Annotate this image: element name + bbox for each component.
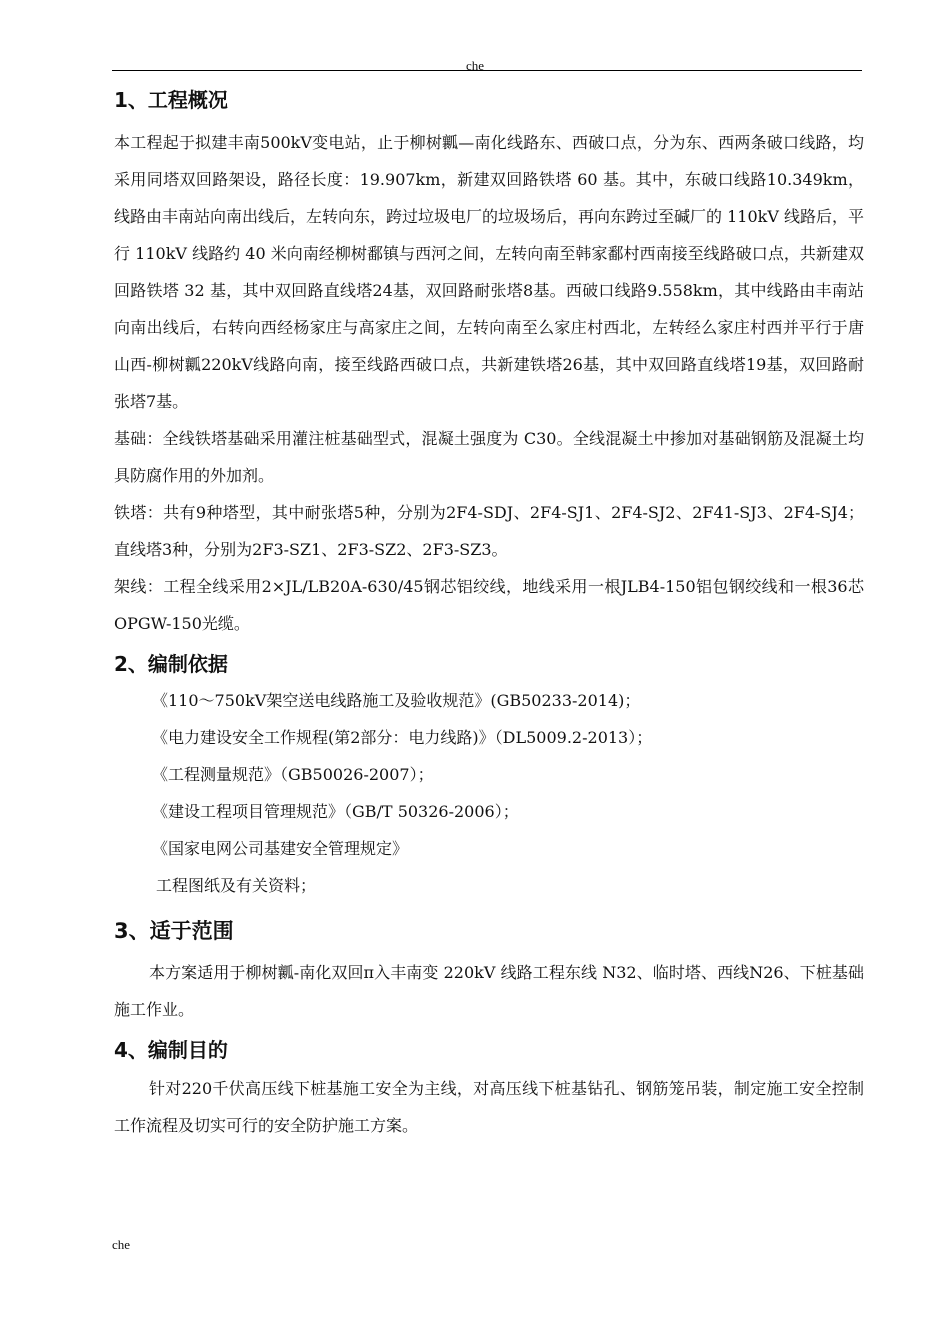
section-title-4: 4、编制目的 xyxy=(114,1038,228,1062)
reference-item: 《电力建设安全工作规程(第2部分：电力线路)》（DL5009.2-2013）； xyxy=(152,728,653,747)
section-title-2: 2、编制依据 xyxy=(114,652,228,676)
reference-item: 工程图纸及有关资料； xyxy=(156,876,317,895)
towers-paragraph: 铁塔：共有9种塔型，其中耐张塔5种，分别为2F4-SDJ、2F4-SJ1、2F4-SJ2、2F41-SJ3、2F4-SJ4；直线塔3种，分别为2F3-SZ1、2F3-SZ2、2F3-SZ3。 xyxy=(114,503,864,559)
document-body xyxy=(114,80,864,1144)
reference-list xyxy=(114,682,864,904)
page-footer: che xyxy=(112,1237,131,1252)
page-header: che xyxy=(465,58,485,73)
reference-item: 《国家电网公司基建安全管理规定》 xyxy=(152,839,409,858)
conductors-paragraph: 架线：工程全线采用2×JL/LB20A-630/45钢芯铝绞线，地线采用一根JLB4-150铝包钢绞线和一根36芯OPGW-150光缆。 xyxy=(114,577,864,633)
reference-item: 《110～750kV架空送电线路施工及验收规范》(GB50233-2014)； xyxy=(152,691,641,710)
reference-item: 《建设工程项目管理规范》（GB/T 50326-2006）； xyxy=(152,802,519,821)
reference-item: 《工程测量规范》（GB50026-2007）； xyxy=(152,765,434,784)
purpose-paragraph: 针对220千伏高压线下桩基施工安全为主线，对高压线下桩基钻孔、钢筋笼吊装，制定施工安全控制工作流程及切实可行的安全防护施工方案。 xyxy=(114,1079,864,1135)
header-rule xyxy=(112,70,862,71)
overview-paragraph: 本工程起于拟建丰南500kV变电站，止于柳树瓤—南化线路东、西破口点，分为东、西两条破口线路，均采用同塔双回路架设，路径长度：19.907km，新建双回路铁塔 60 基。其中，东破口线路10.349km，线路由丰南站向南出线后，左转向东，跨过垃圾电厂的垃圾场后，再向东跨过至碱厂的 110kV 线路后，平行 110kV 线路约 40 米向南经柳树鄱镇与西河之间，左转向南至韩家鄱村西南接至线路破口点，共新建双回路铁塔 32 基，其中双回路直线塔24基，双回路耐张塔8基。西破口线路9.558km，其中线路由丰南站向南出线后，右转向西经杨家庄与高家庄之间，左转向南至么家庄村西北，左转经么家庄村西并平行于唐山西-柳树瓤220kV线路向南，接至线路西破口点，共新建铁塔26基，其中双回路直线塔19基，双回路耐张塔7基。 xyxy=(114,133,864,411)
section-title-1: 1、工程概况 xyxy=(114,88,228,112)
foundation-paragraph: 基础：全线铁塔基础采用灌注桩基础型式，混凝土强度为 C30。全线混凝土中掺加对基础钢筋及混凝土均具防腐作用的外加剂。 xyxy=(114,429,864,485)
section-title-3: 3、适于范围 xyxy=(114,919,234,943)
scope-paragraph: 本方案适用于柳树瓤-南化双回π入丰南变 220kV 线路工程东线 N32、临时塔、西线N26、下桩基础施工作业。 xyxy=(114,963,864,1019)
